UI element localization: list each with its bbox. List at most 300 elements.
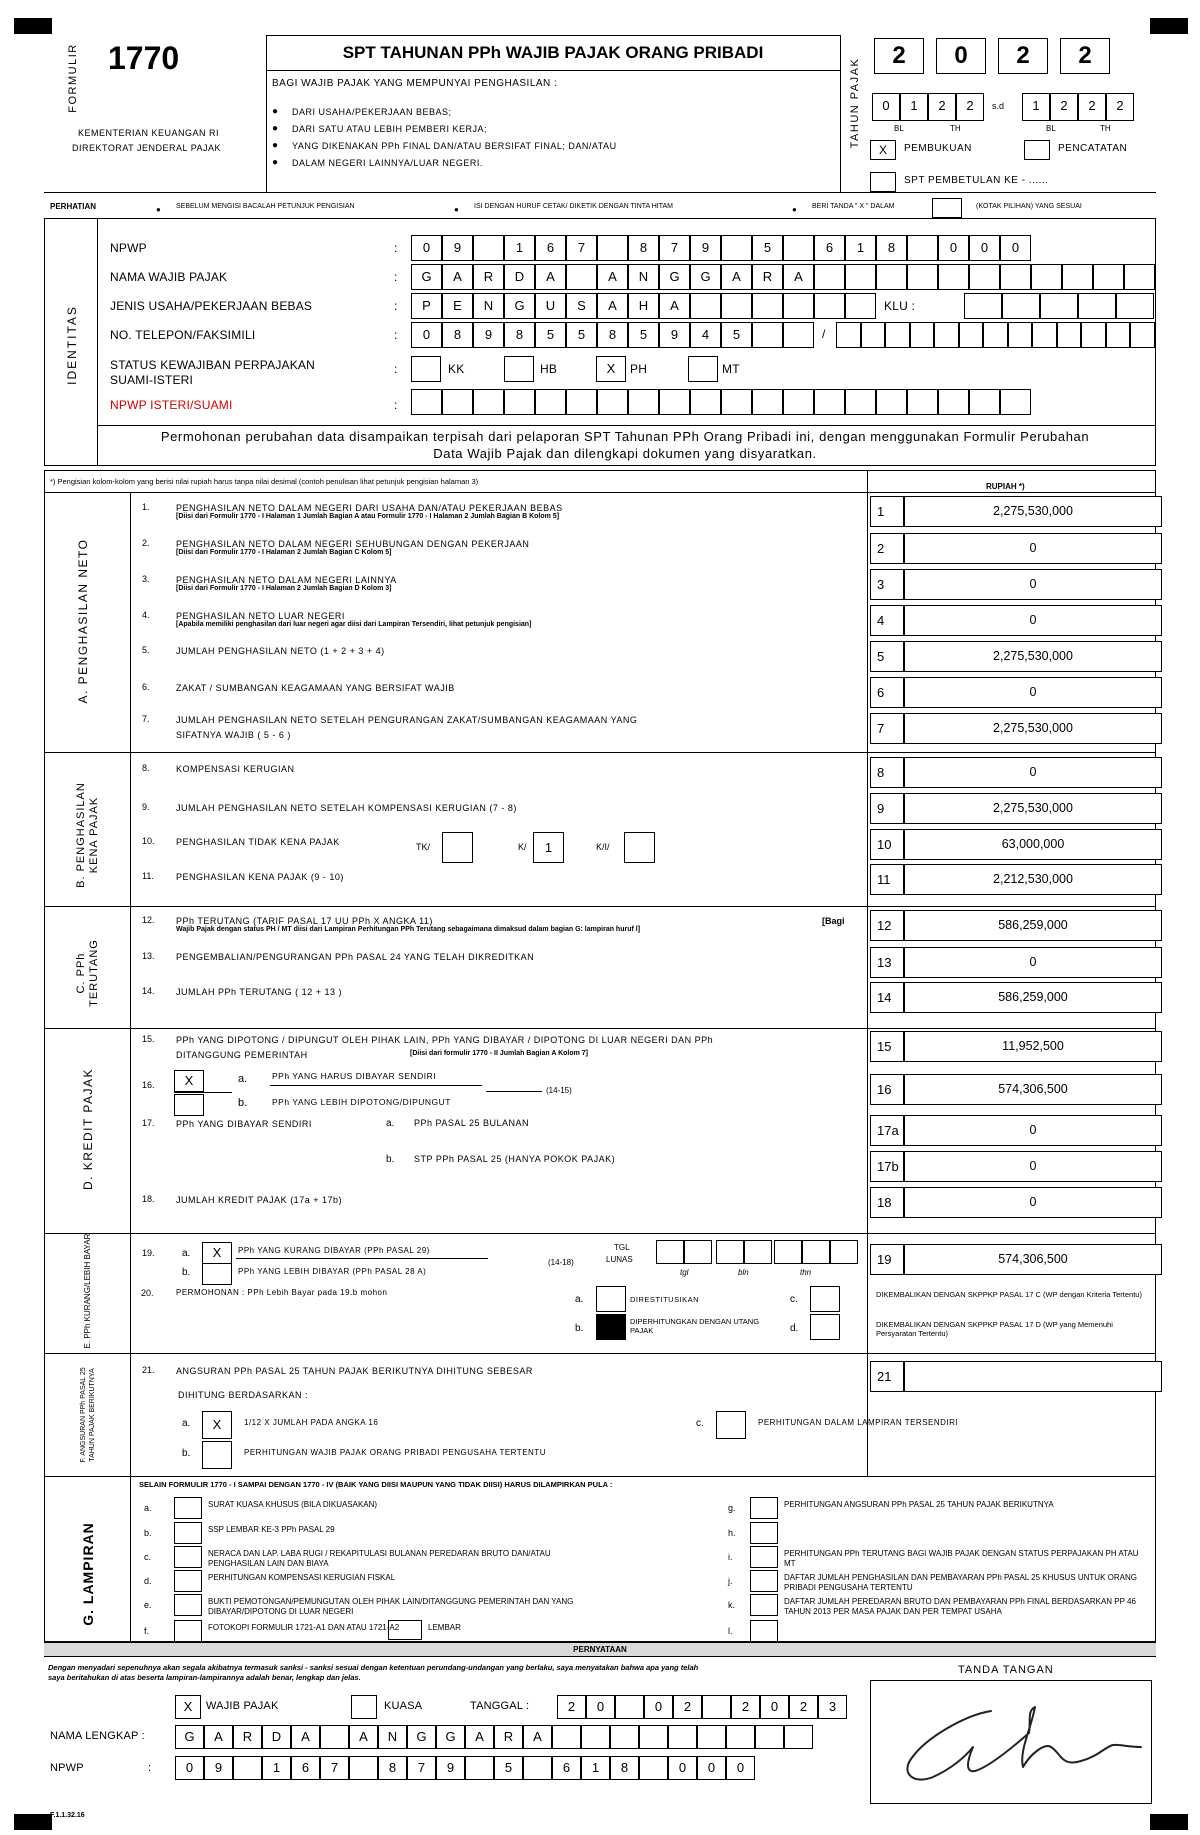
row-box-number: 4: [870, 605, 904, 636]
npwp-istri-digit[interactable]: [411, 389, 442, 415]
row20c-checkbox[interactable]: [810, 1286, 840, 1312]
npwp-digit[interactable]: [349, 1756, 378, 1780]
row-value-field[interactable]: 0: [904, 605, 1162, 636]
jenis-char[interactable]: A: [597, 293, 628, 319]
klu-cell[interactable]: [1078, 293, 1116, 319]
form-subtitle: BAGI WAJIB PAJAK YANG MEMPUNYAI PENGHASILAN :: [272, 78, 558, 89]
npwp-digit[interactable]: [465, 1756, 494, 1780]
tanggal-digit[interactable]: 2: [673, 1695, 702, 1719]
nama-char[interactable]: A: [442, 264, 473, 290]
lembar-count[interactable]: [388, 1620, 422, 1640]
npwp-digit[interactable]: 1: [262, 1756, 291, 1780]
telepon-digit[interactable]: 0: [411, 322, 442, 348]
ptkp-tk-box[interactable]: [442, 832, 473, 863]
row20a-checkbox[interactable]: [596, 1286, 626, 1312]
jenis-char[interactable]: [814, 293, 845, 319]
npwp-istri-digit[interactable]: [628, 389, 659, 415]
npwp-digit[interactable]: 0: [175, 1756, 204, 1780]
npwp-istri-digit[interactable]: [876, 389, 907, 415]
npwp-istri-digit[interactable]: [938, 389, 969, 415]
identitas-label: IDENTITAS: [65, 305, 79, 385]
tgl-lunas-digit[interactable]: [656, 1240, 684, 1264]
npwp-istri-digit[interactable]: [597, 389, 628, 415]
row-label: PPh YANG DIBAYAR SENDIRI: [176, 1119, 312, 1129]
fax-digit[interactable]: [1008, 322, 1033, 348]
nama-lengkap-char[interactable]: G: [407, 1725, 436, 1749]
row-value-field[interactable]: 574,306,500: [904, 1074, 1162, 1105]
row-number: 2.: [142, 538, 150, 548]
lampiran-key: a.: [144, 1503, 152, 1513]
lampiran-item: SURAT KUASA KHUSUS (BILA DIKUASAKAN): [208, 1500, 378, 1509]
npwp-digit[interactable]: [473, 235, 504, 261]
corner-mark: [14, 18, 52, 34]
fax-digit[interactable]: [885, 322, 910, 348]
klu-cell[interactable]: [1040, 293, 1078, 319]
status-kk-checkbox[interactable]: [411, 356, 441, 382]
nama-lengkap-char[interactable]: [755, 1725, 784, 1749]
nama-char[interactable]: [1124, 264, 1155, 290]
row-box-number: 2: [870, 533, 904, 564]
row-value-field[interactable]: 2,275,530,000: [904, 793, 1162, 824]
npwp-istri-digit[interactable]: [473, 389, 504, 415]
section-e-label: E. PPh KURANG/LEBIH BAYAR: [83, 1233, 92, 1349]
npwp-istri-digit[interactable]: [783, 389, 814, 415]
row-value-field[interactable]: 2,212,530,000: [904, 864, 1162, 895]
row21c-checkbox[interactable]: [716, 1411, 746, 1439]
fax-digit[interactable]: [1032, 322, 1057, 348]
npwp-digit[interactable]: 7: [566, 235, 597, 261]
year-digit[interactable]: 2: [874, 38, 924, 74]
nama-char[interactable]: [1093, 264, 1124, 290]
tgl-lunas-digit[interactable]: [716, 1240, 744, 1264]
kuasa-checkbox[interactable]: [351, 1695, 377, 1719]
telepon-digit[interactable]: 5: [566, 322, 597, 348]
section-g-label: G. LAMPIRAN: [80, 1522, 96, 1626]
lampiran-checkbox[interactable]: [174, 1570, 202, 1592]
jenis-char[interactable]: [690, 293, 721, 319]
npwp-digit[interactable]: 8: [876, 235, 907, 261]
jenis-char[interactable]: [721, 293, 752, 319]
row-label: ZAKAT / SUMBANGAN KEAGAMAAN YANG BERSIFAT WAJIB: [176, 683, 455, 693]
npwp-digit[interactable]: 9: [690, 235, 721, 261]
jenis-char[interactable]: S: [566, 293, 597, 319]
npwp-digit[interactable]: 7: [407, 1756, 436, 1780]
npwp-digit[interactable]: 8: [610, 1756, 639, 1780]
row-number: 6.: [142, 682, 150, 692]
klu-label: KLU :: [884, 299, 916, 313]
row-value-field[interactable]: 586,259,000: [904, 982, 1162, 1013]
telepon-digit[interactable]: [783, 322, 814, 348]
row-note: Wajib Pajak dengan status PH / MT diisi dari Lampiran Perhitungan PPh Terutang sebagaimana dimaksud dalam bagian G: lampiran huruf l]: [176, 926, 641, 933]
npwp-istri-digit[interactable]: [1000, 389, 1031, 415]
row16b-checkbox[interactable]: [174, 1094, 204, 1116]
lampiran-checkbox[interactable]: [174, 1620, 202, 1642]
row-value-field[interactable]: 0: [904, 757, 1162, 788]
nama-char[interactable]: G: [411, 264, 442, 290]
nama-char[interactable]: [969, 264, 1000, 290]
npwp-digit[interactable]: 9: [436, 1756, 465, 1780]
npwp-digit[interactable]: 1: [581, 1756, 610, 1780]
nama-lengkap-char[interactable]: G: [175, 1725, 204, 1749]
tanggal-digit[interactable]: [615, 1695, 644, 1719]
status-hb-checkbox[interactable]: [504, 356, 534, 382]
row-value-field[interactable]: 11,952,500: [904, 1031, 1162, 1062]
row-number: 12.: [142, 915, 155, 925]
fax-digit[interactable]: [1081, 322, 1106, 348]
divider: [44, 492, 1156, 493]
lampiran-item: DAFTAR JUMLAH PEREDARAN BRUTO DAN PEMBAYARAN PPh FINAL BERDASARKAN PP 46 TAHUN 2013 PER MASA PAJAK DAN PER TEMPAT USAHA: [784, 1597, 1136, 1616]
npwp-istri-digit[interactable]: [535, 389, 566, 415]
npwp-digit[interactable]: [907, 235, 938, 261]
nama-char[interactable]: [1031, 264, 1062, 290]
npwp-istri-digit[interactable]: [969, 389, 1000, 415]
tanggal-digit[interactable]: 3: [818, 1695, 847, 1719]
nama-lengkap-char[interactable]: [320, 1725, 349, 1749]
nama-lengkap-char[interactable]: A: [523, 1725, 552, 1749]
divider: [867, 470, 868, 1476]
tanda-tangan-label: TANDA TANGAN: [958, 1664, 1054, 1676]
tanggal-digit[interactable]: 0: [760, 1695, 789, 1719]
jenis-char[interactable]: N: [473, 293, 504, 319]
lampiran-key: g.: [728, 1503, 736, 1513]
nama-lengkap-char[interactable]: G: [436, 1725, 465, 1749]
period-to-digit[interactable]: 2: [1078, 93, 1106, 121]
row-value-field[interactable]: 2,275,530,000: [904, 641, 1162, 672]
tgl-lunas-digit[interactable]: [744, 1240, 772, 1264]
row-value-field[interactable]: 2,275,530,000: [904, 713, 1162, 744]
npwp-istri-digit[interactable]: [845, 389, 876, 415]
divider: [44, 1233, 1156, 1234]
period-to-digit[interactable]: 2: [1050, 93, 1078, 121]
nama-char[interactable]: [1000, 264, 1031, 290]
nama-lengkap-char[interactable]: [668, 1725, 697, 1749]
tgl-lunas-digit[interactable]: [684, 1240, 712, 1264]
jenis-char[interactable]: E: [442, 293, 473, 319]
telepon-digit[interactable]: 8: [504, 322, 535, 348]
telepon-digit[interactable]: 4: [690, 322, 721, 348]
npwp-digit[interactable]: 0: [938, 235, 969, 261]
directorate-name: DIREKTORAT JENDERAL PAJAK: [72, 143, 222, 153]
row19a-label: PPh YANG KURANG DIBAYAR (PPh PASAL 29): [238, 1246, 430, 1255]
row20d-checkbox[interactable]: [810, 1314, 840, 1340]
period-from-digit[interactable]: 2: [956, 93, 984, 121]
row-value-field[interactable]: 0: [904, 533, 1162, 564]
npwp-digit[interactable]: 1: [845, 235, 876, 261]
fax-digit[interactable]: [934, 322, 959, 348]
wajib-pajak-checkbox[interactable]: X: [175, 1695, 201, 1719]
nama-char[interactable]: A: [783, 264, 814, 290]
row-box-number: 14: [870, 982, 904, 1013]
lampiran-item: PERHITUNGAN PPh TERUTANG BAGI WAJIB PAJAK DENGAN STATUS PERPAJAKAN PH ATAU MT: [784, 1549, 1139, 1568]
telepon-digit[interactable]: 5: [721, 322, 752, 348]
row-value-field[interactable]: 63,000,000: [904, 829, 1162, 860]
row-value-field[interactable]: 0: [904, 677, 1162, 708]
row-number: 11.: [142, 871, 154, 881]
nama-char[interactable]: [876, 264, 907, 290]
lampiran-key: e.: [144, 1600, 152, 1610]
jenis-char[interactable]: [845, 293, 876, 319]
nama-char[interactable]: [845, 264, 876, 290]
year-digit[interactable]: 0: [936, 38, 986, 74]
npwp-digit[interactable]: 8: [628, 235, 659, 261]
nama-char[interactable]: [566, 264, 597, 290]
fax-digit[interactable]: [1130, 322, 1155, 348]
lampiran-checkbox[interactable]: [750, 1594, 778, 1616]
row-value-field[interactable]: 0: [904, 1151, 1162, 1182]
signature: [871, 1681, 1151, 1803]
npwp-istri-digit[interactable]: [566, 389, 597, 415]
row-box-number: 8: [870, 757, 904, 788]
status-ph-checkbox[interactable]: X: [596, 356, 626, 382]
npwp-digit[interactable]: 0: [969, 235, 1000, 261]
row-value-field[interactable]: 2,275,530,000: [904, 496, 1162, 527]
telepon-digit[interactable]: 5: [535, 322, 566, 348]
jenis-char[interactable]: [783, 293, 814, 319]
lampiran-checkbox[interactable]: [174, 1522, 202, 1544]
lampiran-checkbox[interactable]: [750, 1570, 778, 1592]
npwp-istri-digit[interactable]: [504, 389, 535, 415]
row-box-number: 9: [870, 793, 904, 824]
pembukuan-checkbox[interactable]: X: [870, 140, 896, 160]
lampiran-item: PERHITUNGAN ANGSURAN PPh PASAL 25 TAHUN PAJAK BERIKUTNYA: [784, 1500, 1054, 1509]
fax-digit[interactable]: [910, 322, 935, 348]
row-box-number: 11: [870, 864, 904, 895]
row-value-field[interactable]: 0: [904, 1187, 1162, 1218]
row21b-checkbox[interactable]: [202, 1441, 232, 1469]
nama-char[interactable]: A: [721, 264, 752, 290]
row19b-label: PPh YANG LEBIH DIBAYAR (PPh PASAL 28 A): [238, 1267, 427, 1276]
nama-lengkap-char[interactable]: A: [349, 1725, 378, 1749]
nama-char[interactable]: G: [659, 264, 690, 290]
row-number: 5.: [142, 645, 150, 655]
npwp-istri-digit[interactable]: [752, 389, 783, 415]
divider: [97, 425, 1156, 426]
npwp-digit[interactable]: [721, 235, 752, 261]
fax-digit[interactable]: [836, 322, 861, 348]
npwp-digit[interactable]: 0: [1000, 235, 1031, 261]
nama-char[interactable]: [1062, 264, 1093, 290]
npwp-digit[interactable]: 6: [552, 1756, 581, 1780]
tanggal-digit[interactable]: 2: [789, 1695, 818, 1719]
npwp-digit[interactable]: [523, 1756, 552, 1780]
npwp-digit[interactable]: 9: [204, 1756, 233, 1780]
npwp-digit[interactable]: 5: [752, 235, 783, 261]
year-digit[interactable]: 2: [1060, 38, 1110, 74]
nama-lengkap-char[interactable]: [784, 1725, 813, 1749]
nama-char[interactable]: [907, 264, 938, 290]
tgl-lunas-digit[interactable]: [774, 1240, 802, 1264]
row-note: [Diisi dari Formulir 1770 - I Halaman 2 Jumlah Bagian D Kolom 3]: [176, 585, 392, 592]
perhatian-label: PERHATIAN: [50, 202, 97, 211]
npwp-digit[interactable]: [639, 1756, 668, 1780]
lampiran-checkbox[interactable]: [750, 1546, 778, 1568]
jenis-char[interactable]: H: [628, 293, 659, 319]
lampiran-checkbox[interactable]: [174, 1546, 202, 1568]
lampiran-item: FOTOKOPI FORMULIR 1721-A1 DAN ATAU 1721-A2: [208, 1623, 400, 1632]
npwp-digit[interactable]: 0: [726, 1756, 755, 1780]
nama-lengkap-char[interactable]: A: [204, 1725, 233, 1749]
row-value-field[interactable]: 574,306,500: [904, 1244, 1162, 1275]
tanggal-digit[interactable]: 2: [557, 1695, 586, 1719]
row-value-field[interactable]: [904, 1361, 1162, 1392]
telepon-digit[interactable]: 9: [473, 322, 504, 348]
nama-char[interactable]: D: [504, 264, 535, 290]
row19a-checkbox[interactable]: X: [202, 1242, 232, 1264]
npwp-digit[interactable]: 0: [697, 1756, 726, 1780]
fax-digit[interactable]: [861, 322, 886, 348]
nama-lengkap-char[interactable]: N: [378, 1725, 407, 1749]
nama-lengkap-char[interactable]: R: [494, 1725, 523, 1749]
nama-lengkap-char[interactable]: [639, 1725, 668, 1749]
row-value-field[interactable]: 0: [904, 947, 1162, 978]
fax-digit[interactable]: [959, 322, 984, 348]
tanggal-digit[interactable]: 2: [731, 1695, 760, 1719]
nama-lengkap-char[interactable]: A: [465, 1725, 494, 1749]
nama-lengkap-char[interactable]: [552, 1725, 581, 1749]
nama-lengkap-char[interactable]: [726, 1725, 755, 1749]
row16a-checkbox[interactable]: X: [174, 1070, 204, 1092]
telepon-digit[interactable]: 8: [442, 322, 473, 348]
row21a-checkbox[interactable]: X: [202, 1411, 232, 1439]
row-label: PENGHASILAN NETO DALAM NEGERI DARI USAHA DAN/ATAU PEKERJAAN BEBAS: [176, 503, 563, 513]
pencatatan-checkbox[interactable]: [1024, 140, 1050, 160]
lampiran-item: SSP LEMBAR KE-3 PPh PASAL 29: [208, 1525, 335, 1534]
telepon-digit[interactable]: 9: [659, 322, 690, 348]
nama-char[interactable]: R: [473, 264, 504, 290]
period-to-digit[interactable]: 2: [1106, 93, 1134, 121]
npwp-digit[interactable]: [233, 1756, 262, 1780]
row-value-field[interactable]: 586,259,000: [904, 910, 1162, 941]
row19b-checkbox[interactable]: [202, 1263, 232, 1285]
row-label-cont: SIFATNYA WAJIB ( 5 - 6 ): [176, 730, 291, 740]
example-checkbox: [932, 198, 962, 218]
row-box-number: 15: [870, 1031, 904, 1062]
nama-char[interactable]: A: [597, 264, 628, 290]
nama-lengkap-char[interactable]: D: [262, 1725, 291, 1749]
klu-cell[interactable]: [964, 293, 1002, 319]
fax-digit[interactable]: [1057, 322, 1082, 348]
klu-cell[interactable]: [1002, 293, 1040, 319]
nama-char[interactable]: R: [752, 264, 783, 290]
jenis-char[interactable]: G: [504, 293, 535, 319]
nama-char[interactable]: G: [690, 264, 721, 290]
nama-lengkap-char[interactable]: [697, 1725, 726, 1749]
telepon-digit[interactable]: 8: [597, 322, 628, 348]
lampiran-checkbox[interactable]: [750, 1522, 778, 1544]
npwp-digit[interactable]: 7: [320, 1756, 349, 1780]
row-label: PENGEMBALIAN/PENGURANGAN PPh PASAL 24 YANG TELAH DIKREDITKAN: [176, 952, 535, 962]
tanggal-digit[interactable]: [702, 1695, 731, 1719]
row-box-number: 5: [870, 641, 904, 672]
nama-char[interactable]: N: [628, 264, 659, 290]
row-note: [Diisi dari formulir 1770 - II Jumlah Bagian A Kolom 7]: [410, 1050, 589, 1057]
period-to-digit[interactable]: 1: [1022, 93, 1050, 121]
jenis-char[interactable]: [752, 293, 783, 319]
rupiah-header: RUPIAH *): [986, 482, 1025, 491]
fax-digit[interactable]: [1106, 322, 1131, 348]
npwp-istri-digit[interactable]: [814, 389, 845, 415]
year-digit[interactable]: 2: [998, 38, 1048, 74]
period-from-digit[interactable]: 0: [872, 93, 900, 121]
tgl-lunas-digit[interactable]: [802, 1240, 830, 1264]
row-value-field[interactable]: 0: [904, 1115, 1162, 1146]
npwp-digit[interactable]: 7: [659, 235, 690, 261]
lampiran-checkbox[interactable]: [174, 1594, 202, 1616]
period-from-digit[interactable]: 2: [928, 93, 956, 121]
row-box-number: 17a: [870, 1115, 904, 1146]
nama-char[interactable]: [814, 264, 845, 290]
lampiran-key: j.: [728, 1576, 733, 1586]
row-value-field[interactable]: 0: [904, 569, 1162, 600]
status-mt-checkbox[interactable]: [688, 356, 718, 382]
npwp-istri-digit[interactable]: [442, 389, 473, 415]
fax-digit[interactable]: [983, 322, 1008, 348]
lampiran-checkbox[interactable]: [750, 1497, 778, 1519]
npwp-digit[interactable]: 5: [494, 1756, 523, 1780]
period-from-digit[interactable]: 1: [900, 93, 928, 121]
jenis-char[interactable]: U: [535, 293, 566, 319]
npwp-digit[interactable]: 0: [411, 235, 442, 261]
tanggal-digit[interactable]: 0: [644, 1695, 673, 1719]
npwp-digit[interactable]: 8: [378, 1756, 407, 1780]
ptkp-k-box[interactable]: 1: [533, 832, 564, 863]
npwp-istri-digit[interactable]: [659, 389, 690, 415]
telepon-digit[interactable]: [752, 322, 783, 348]
npwp-digit[interactable]: 0: [668, 1756, 697, 1780]
npwp-digit[interactable]: 6: [291, 1756, 320, 1780]
row-number: 10.: [142, 836, 155, 846]
lampiran-checkbox[interactable]: [174, 1497, 202, 1519]
nama-char[interactable]: [938, 264, 969, 290]
nama-char[interactable]: A: [535, 264, 566, 290]
npwp-digit[interactable]: [597, 235, 628, 261]
lampiran-checkbox[interactable]: [750, 1620, 778, 1642]
npwp-istri-digit[interactable]: [690, 389, 721, 415]
section-d-label: D. KREDIT PAJAK: [81, 1067, 95, 1191]
tgl-lunas-digit[interactable]: [830, 1240, 858, 1264]
signature-box[interactable]: [870, 1680, 1152, 1804]
row21-dihitung: DIHITUNG BERDASARKAN :: [178, 1390, 309, 1400]
ptkp-ki-box[interactable]: [624, 832, 655, 863]
npwp-digit[interactable]: [783, 235, 814, 261]
pembetulan-checkbox[interactable]: [870, 172, 896, 192]
nama-lengkap-char[interactable]: [581, 1725, 610, 1749]
npwp-istri-digit[interactable]: [907, 389, 938, 415]
nama-lengkap-char[interactable]: [610, 1725, 639, 1749]
subtitle-bullet: DALAM NEGERI LAINNYA/LUAR NEGERI.: [292, 158, 483, 168]
row-number: 1.: [142, 502, 150, 512]
npwp-digit[interactable]: 1: [504, 235, 535, 261]
npwp-istri-digit[interactable]: [721, 389, 752, 415]
jenis-char[interactable]: P: [411, 293, 442, 319]
npwp-digit[interactable]: 9: [442, 235, 473, 261]
telepon-digit[interactable]: 5: [628, 322, 659, 348]
row20b-checkbox[interactable]: [596, 1314, 626, 1340]
tanggal-digit[interactable]: 0: [586, 1695, 615, 1719]
nama-lengkap-char[interactable]: R: [233, 1725, 262, 1749]
nama-label: NAMA WAJIB PAJAK: [110, 270, 228, 284]
row-label: PENGHASILAN NETO DALAM NEGERI SEHUBUNGAN DENGAN PEKERJAAN: [176, 539, 530, 549]
divider: [44, 1028, 1156, 1029]
nama-lengkap-char[interactable]: A: [291, 1725, 320, 1749]
klu-cell[interactable]: [1116, 293, 1154, 319]
npwp-digit[interactable]: 6: [535, 235, 566, 261]
row-label: PENGHASILAN NETO LUAR NEGERI: [176, 611, 345, 621]
corner-mark: [1150, 1814, 1188, 1830]
npwp-digit[interactable]: 6: [814, 235, 845, 261]
row-label: JUMLAH KREDIT PAJAK (17a + 17b): [176, 1195, 342, 1205]
jenis-char[interactable]: A: [659, 293, 690, 319]
